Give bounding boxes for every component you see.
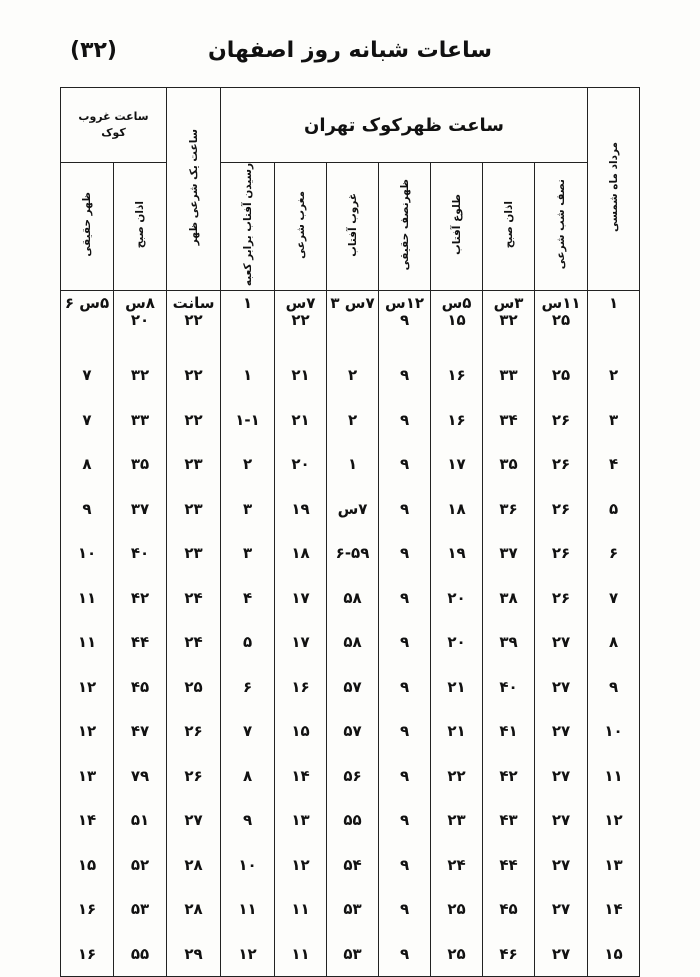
cell-offset: ۲۲ (167, 353, 221, 398)
cell-sunset: ۶-۵۹ (327, 531, 379, 576)
cell-fajr: ۴۶ (483, 932, 535, 977)
cell-noon: ۹ (379, 709, 431, 754)
cell-day: ۳ (588, 398, 640, 443)
cell-sunset: ۷س (327, 487, 379, 532)
cell-noon: ۹ (379, 932, 431, 977)
cell-sunset: ۵۶ (327, 754, 379, 799)
cell-sunset-fajr: ۴۵ (114, 665, 167, 710)
table-row (61, 932, 640, 977)
table-row (61, 754, 640, 799)
cell-day: ۱۱ (588, 754, 640, 799)
cell-sunset: ۵۷ (327, 709, 379, 754)
cell-midnight: ۱۱س ۲۵ (535, 291, 588, 354)
col-header-fajr: اذان صبح (483, 163, 535, 291)
cell-kaaba: ۳ (221, 531, 275, 576)
cell-sunset: ۵۴ (327, 843, 379, 888)
cell-midnight: ۲۷ (535, 887, 588, 932)
cell-midnight: ۲۷ (535, 709, 588, 754)
cell-sunrise: ۱۷ (431, 442, 483, 487)
cell-kaaba: ۵ (221, 620, 275, 665)
cell-sunrise: ۲۳ (431, 798, 483, 843)
cell-offset: ۲۶ (167, 754, 221, 799)
cell-sunset-noon: ۱۶ (61, 932, 114, 977)
col-header-sunset: غروب آفتاب (327, 163, 379, 291)
cell-noon: ۹ (379, 442, 431, 487)
cell-day: ۱۰ (588, 709, 640, 754)
cell-fajr: ۴۱ (483, 709, 535, 754)
cell-kaaba: ۸ (221, 754, 275, 799)
cell-sunset: ۵۷ (327, 665, 379, 710)
cell-fajr: ۳۹ (483, 620, 535, 665)
tehran-group-header: ساعت ظهرکوک تهران (221, 88, 588, 163)
cell-maghrib: ۱۵ (275, 709, 327, 754)
cell-kaaba: ۱ (221, 291, 275, 354)
table-row (61, 442, 640, 487)
cell-maghrib: ۷س ۲۲ (275, 291, 327, 354)
cell-sunrise: ۱۶ (431, 353, 483, 398)
cell-offset: ۲۵ (167, 665, 221, 710)
cell-fajr: ۴۵ (483, 887, 535, 932)
cell-noon: ۹ (379, 843, 431, 888)
cell-sunset-fajr: ۸س ۲۰ (114, 291, 167, 354)
col-header-maghrib: مغرب شرعی (275, 163, 327, 291)
cell-sunset-noon: ۱۴ (61, 798, 114, 843)
col-header-noon: ظهرنصف حقیقی (379, 163, 431, 291)
cell-noon: ۹ (379, 353, 431, 398)
cell-fajr: ۳۷ (483, 531, 535, 576)
cell-midnight: ۲۷ (535, 620, 588, 665)
cell-day: ۴ (588, 442, 640, 487)
cell-kaaba: ۱۰ (221, 843, 275, 888)
cell-sunset-noon: ۹ (61, 487, 114, 532)
cell-fajr: ۳۵ (483, 442, 535, 487)
cell-sunrise: ۲۲ (431, 754, 483, 799)
cell-midnight: ۲۷ (535, 798, 588, 843)
cell-sunrise: ۲۵ (431, 887, 483, 932)
cell-day: ۵ (588, 487, 640, 532)
cell-fajr: ۴۳ (483, 798, 535, 843)
cell-sunrise: ۱۶ (431, 398, 483, 443)
cell-sunset: ۷س ۳ (327, 291, 379, 354)
cell-noon: ۹ (379, 620, 431, 665)
cell-offset: ۲۴ (167, 576, 221, 621)
cell-sunset-fajr: ۴۴ (114, 620, 167, 665)
cell-sunset-noon: ۱۱ (61, 576, 114, 621)
cell-offset: ۲۹ (167, 932, 221, 977)
cell-sunset-noon: ۱۶ (61, 887, 114, 932)
cell-sunset-fajr: ۴۷ (114, 709, 167, 754)
cell-sunset: ۵۸ (327, 620, 379, 665)
table-row (61, 798, 640, 843)
cell-midnight: ۲۶ (535, 531, 588, 576)
cell-day: ۱۲ (588, 798, 640, 843)
cell-day: ۱۴ (588, 887, 640, 932)
cell-sunset: ۲ (327, 353, 379, 398)
prayer-times-table (60, 87, 640, 977)
cell-kaaba: ۹ (221, 798, 275, 843)
cell-sunset: ۵۳ (327, 887, 379, 932)
cell-sunset-noon: ۱۱ (61, 620, 114, 665)
cell-kaaba: ۱۱ (221, 887, 275, 932)
cell-sunset-fajr: ۳۲ (114, 353, 167, 398)
cell-offset: ۲۷ (167, 798, 221, 843)
table-row (61, 353, 640, 398)
sunset-group-header: ساعت غروب کوک (61, 88, 167, 163)
cell-day: ۸ (588, 620, 640, 665)
cell-noon: ۹ (379, 754, 431, 799)
cell-sunrise: ۲۱ (431, 709, 483, 754)
table-row (61, 531, 640, 576)
cell-fajr: ۳۸ (483, 576, 535, 621)
cell-noon: ۹ (379, 398, 431, 443)
cell-offset: ۲۸ (167, 843, 221, 888)
cell-sunset-fajr: ۴۲ (114, 576, 167, 621)
cell-sunset: ۵۳ (327, 932, 379, 977)
day-header: مرداد ماه شمسی (588, 88, 640, 291)
cell-midnight: ۲۶ (535, 398, 588, 443)
table-row (61, 665, 640, 710)
cell-midnight: ۲۷ (535, 754, 588, 799)
cell-fajr: ۳۳ (483, 353, 535, 398)
cell-fajr: ۴۰ (483, 665, 535, 710)
cell-sunset: ۲ (327, 398, 379, 443)
cell-offset: ۲۳ (167, 487, 221, 532)
table-row (61, 843, 640, 888)
cell-maghrib: ۱۳ (275, 798, 327, 843)
table-row (61, 709, 640, 754)
cell-day: ۱۵ (588, 932, 640, 977)
cell-sunset-noon: ۵س ۶ (61, 291, 114, 354)
cell-fajr: ۳۴ (483, 398, 535, 443)
cell-midnight: ۲۶ (535, 487, 588, 532)
cell-midnight: ۲۷ (535, 843, 588, 888)
cell-day: ۲ (588, 353, 640, 398)
cell-sunrise: ۲۱ (431, 665, 483, 710)
cell-fajr: ۴۴ (483, 843, 535, 888)
table-row (61, 291, 640, 354)
cell-sunset: ۵۵ (327, 798, 379, 843)
cell-noon: ۱۲س ۹ (379, 291, 431, 354)
cell-sunset-noon: ۱۰ (61, 531, 114, 576)
col-header-sunrise: طلوع آفتاب (431, 163, 483, 291)
cell-fajr: ۴۲ (483, 754, 535, 799)
cell-offset: ۲۶ (167, 709, 221, 754)
cell-maghrib: ۱۱ (275, 887, 327, 932)
page-number: (۳۲) (70, 38, 117, 63)
cell-sunrise: ۵س ۱۵ (431, 291, 483, 354)
cell-sunset-fajr: ۳۳ (114, 398, 167, 443)
cell-noon: ۹ (379, 887, 431, 932)
cell-day: ۶ (588, 531, 640, 576)
cell-sunset-fajr: ۵۳ (114, 887, 167, 932)
cell-sunset: ۱ (327, 442, 379, 487)
cell-sunset-noon: ۱۳ (61, 754, 114, 799)
cell-midnight: ۲۷ (535, 665, 588, 710)
cell-kaaba: ۳ (221, 487, 275, 532)
cell-midnight: ۲۶ (535, 442, 588, 487)
cell-maghrib: ۲۱ (275, 353, 327, 398)
cell-noon: ۹ (379, 487, 431, 532)
cell-sunset-noon: ۱۵ (61, 843, 114, 888)
cell-noon: ۹ (379, 576, 431, 621)
cell-sunrise: ۱۹ (431, 531, 483, 576)
cell-offset: ۲۸ (167, 887, 221, 932)
table-row (61, 398, 640, 443)
cell-maghrib: ۱۷ (275, 576, 327, 621)
cell-sunrise: ۲۴ (431, 843, 483, 888)
cell-kaaba: ۱-۱ (221, 398, 275, 443)
cell-day: ۱ (588, 291, 640, 354)
cell-noon: ۹ (379, 531, 431, 576)
cell-sunset-noon: ۱۲ (61, 709, 114, 754)
cell-fajr: ۳۶ (483, 487, 535, 532)
cell-sunset-fajr: ۵۵ (114, 932, 167, 977)
cell-day: ۹ (588, 665, 640, 710)
cell-sunrise: ۲۰ (431, 576, 483, 621)
cell-kaaba: ۱ (221, 353, 275, 398)
cell-sunset-fajr: ۴۰ (114, 531, 167, 576)
cell-kaaba: ۴ (221, 576, 275, 621)
cell-maghrib: ۱۸ (275, 531, 327, 576)
cell-kaaba: ۶ (221, 665, 275, 710)
cell-midnight: ۲۷ (535, 932, 588, 977)
cell-maghrib: ۱۱ (275, 932, 327, 977)
col-header-sunset-fajr: اذان صبح (114, 163, 167, 291)
cell-maghrib: ۱۷ (275, 620, 327, 665)
cell-sunrise: ۱۸ (431, 487, 483, 532)
cell-noon: ۹ (379, 665, 431, 710)
cell-offset: ۲۴ (167, 620, 221, 665)
table-row (61, 620, 640, 665)
col-header-kaaba: رسیدن آفتاب برابر کعبه (221, 163, 275, 291)
cell-sunset-noon: ۸ (61, 442, 114, 487)
cell-kaaba: ۷ (221, 709, 275, 754)
table-row (61, 887, 640, 932)
col-header-sunset-noon: ظهر حقیقی (61, 163, 114, 291)
cell-midnight: ۲۵ (535, 353, 588, 398)
cell-day: ۱۳ (588, 843, 640, 888)
cell-maghrib: ۱۴ (275, 754, 327, 799)
cell-sunset: ۵۸ (327, 576, 379, 621)
cell-maghrib: ۲۱ (275, 398, 327, 443)
cell-sunset-fajr: ۵۱ (114, 798, 167, 843)
table-row (61, 576, 640, 621)
cell-maghrib: ۱۹ (275, 487, 327, 532)
col-header-midnight: نصف شب شرعی (535, 163, 588, 291)
cell-sunset-noon: ۷ (61, 398, 114, 443)
cell-kaaba: ۲ (221, 442, 275, 487)
cell-kaaba: ۱۲ (221, 932, 275, 977)
cell-offset: ۲۳ (167, 442, 221, 487)
cell-offset: ۲۲ (167, 398, 221, 443)
cell-day: ۷ (588, 576, 640, 621)
offset-header: ساعت یک شرعی ظهر (167, 88, 221, 291)
cell-maghrib: ۱۶ (275, 665, 327, 710)
cell-sunset-fajr: ۳۷ (114, 487, 167, 532)
cell-maghrib: ۱۲ (275, 843, 327, 888)
cell-fajr: ۳س ۳۲ (483, 291, 535, 354)
cell-sunset-fajr: ۳۵ (114, 442, 167, 487)
cell-midnight: ۲۶ (535, 576, 588, 621)
page-title: ساعات شبانه روز اصفهان (208, 38, 492, 63)
cell-sunrise: ۲۵ (431, 932, 483, 977)
cell-noon: ۹ (379, 798, 431, 843)
cell-sunset-fajr: ۷۹ (114, 754, 167, 799)
cell-sunset-noon: ۱۲ (61, 665, 114, 710)
cell-offset: ۲۳ (167, 531, 221, 576)
cell-sunset-noon: ۷ (61, 353, 114, 398)
cell-maghrib: ۲۰ (275, 442, 327, 487)
cell-offset: سانت ۲۲ (167, 291, 221, 354)
cell-sunset-fajr: ۵۲ (114, 843, 167, 888)
table-row (61, 487, 640, 532)
cell-sunrise: ۲۰ (431, 620, 483, 665)
